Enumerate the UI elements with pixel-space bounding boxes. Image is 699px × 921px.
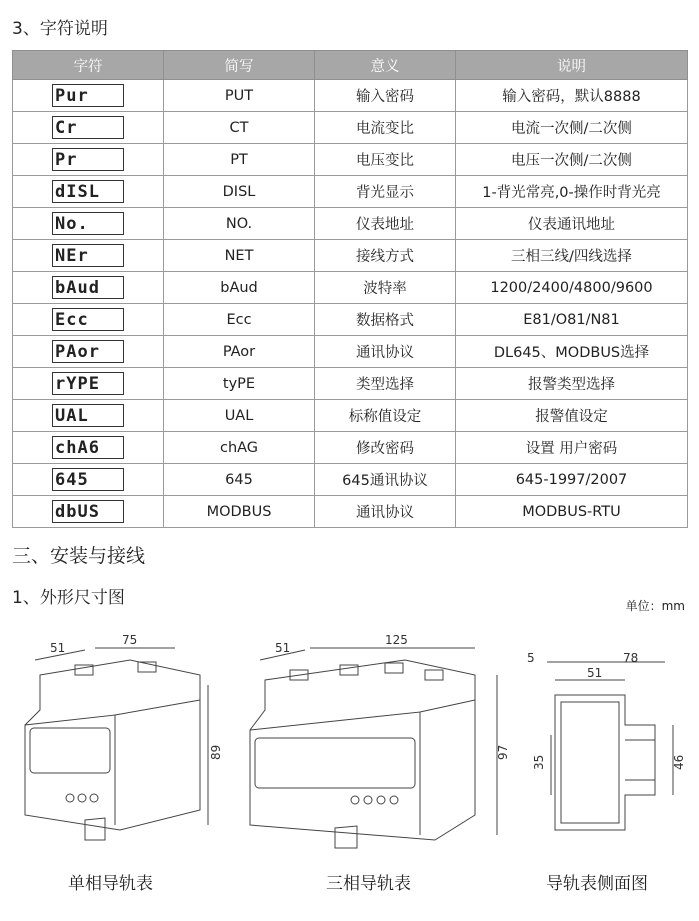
abbr-cell: bAud <box>164 272 315 304</box>
table-row <box>13 144 688 176</box>
lcd-text: Cr <box>55 117 78 138</box>
side-view-drawing <box>525 630 695 860</box>
lcd-cell <box>13 368 164 400</box>
desc-cell: 电压一次侧/二次侧 <box>456 144 688 176</box>
abbr-cell: NO. <box>164 208 315 240</box>
table-row <box>13 112 688 144</box>
dim-51: 51 <box>275 641 291 655</box>
lcd-text: chA6 <box>55 437 100 458</box>
lcd-cell <box>13 464 164 496</box>
desc-cell: MODBUS-RTU <box>456 496 688 528</box>
unit-label: 单位：mm <box>625 599 685 613</box>
dimension-subtitle: 1、外形尺寸图 <box>12 588 125 608</box>
meaning-cell: 类型选择 <box>315 368 456 400</box>
desc-cell: 三相三线/四线选择 <box>456 240 688 272</box>
caption-single-phase: 单相导轨表 <box>68 874 153 894</box>
meaning-cell: 修改密码 <box>315 432 456 464</box>
lcd-text: NEr <box>55 245 89 266</box>
desc-cell: DL645、MODBUS选择 <box>456 336 688 368</box>
abbr-cell: NET <box>164 240 315 272</box>
lcd-text: dbUS <box>55 501 100 522</box>
lcd-glyph <box>52 212 124 235</box>
lcd-cell <box>13 112 164 144</box>
three-phase-meter-drawing <box>235 630 520 860</box>
abbr-cell: 645 <box>164 464 315 496</box>
lcd-text: rYPE <box>55 373 100 394</box>
single-phase-meter-drawing <box>10 630 230 860</box>
lcd-glyph <box>52 436 124 459</box>
abbr-cell: PUT <box>164 80 315 112</box>
dim-78: 78 <box>623 651 639 665</box>
meaning-cell: 电压变比 <box>315 144 456 176</box>
table-row <box>13 208 688 240</box>
lcd-text: UAL <box>55 405 89 426</box>
lcd-cell <box>13 304 164 336</box>
desc-cell: 1200/2400/4800/9600 <box>456 272 688 304</box>
lcd-cell <box>13 272 164 304</box>
lcd-cell <box>13 80 164 112</box>
lcd-glyph <box>52 180 124 203</box>
lcd-glyph <box>52 276 124 299</box>
meaning-cell: 波特率 <box>315 272 456 304</box>
table-row <box>13 496 688 528</box>
abbr-cell: MODBUS <box>164 496 315 528</box>
desc-cell: 仪表通讯地址 <box>456 208 688 240</box>
table-row <box>13 240 688 272</box>
meaning-cell: 通讯协议 <box>315 336 456 368</box>
lcd-cell <box>13 208 164 240</box>
lcd-text: Ecc <box>55 309 89 330</box>
lcd-glyph <box>52 372 124 395</box>
desc-cell: E81/O81/N81 <box>456 304 688 336</box>
desc-cell: 设置 用户密码 <box>456 432 688 464</box>
section-3-title: 3、字符说明 <box>12 19 108 39</box>
lcd-cell <box>13 336 164 368</box>
dim-125: 125 <box>385 633 408 647</box>
lcd-text: Pr <box>55 149 78 170</box>
table-row <box>13 80 688 112</box>
table-row <box>13 176 688 208</box>
lcd-text: 645 <box>55 469 89 490</box>
abbr-cell: CT <box>164 112 315 144</box>
dim-46: 46 <box>672 754 686 770</box>
desc-cell: 报警类型选择 <box>456 368 688 400</box>
dim-75: 75 <box>122 633 138 647</box>
col-header-char: 字符 <box>13 51 164 80</box>
lcd-glyph <box>52 468 124 491</box>
lcd-cell <box>13 400 164 432</box>
lcd-glyph <box>52 244 124 267</box>
lcd-text: No. <box>55 213 89 234</box>
abbr-cell: PT <box>164 144 315 176</box>
meaning-cell: 接线方式 <box>315 240 456 272</box>
meaning-cell: 电流变比 <box>315 112 456 144</box>
desc-cell: 1-背光常亮,0-操作时背光亮 <box>456 176 688 208</box>
meaning-cell: 输入密码 <box>315 80 456 112</box>
meaning-cell: 645通讯协议 <box>315 464 456 496</box>
caption-side-view: 导轨表侧面图 <box>546 874 648 894</box>
lcd-text: dISL <box>55 181 100 202</box>
abbr-cell: UAL <box>164 400 315 432</box>
abbr-cell: DISL <box>164 176 315 208</box>
table-row <box>13 272 688 304</box>
lcd-glyph <box>52 404 124 427</box>
table-body <box>13 80 688 528</box>
lcd-cell <box>13 176 164 208</box>
lcd-glyph <box>52 308 124 331</box>
lcd-text: PAor <box>55 341 100 362</box>
meaning-cell: 标称值设定 <box>315 400 456 432</box>
lcd-glyph <box>52 340 124 363</box>
caption-three-phase: 三相导轨表 <box>326 874 411 894</box>
table-row <box>13 464 688 496</box>
table-row <box>13 400 688 432</box>
lcd-glyph <box>52 500 124 523</box>
desc-cell: 报警值设定 <box>456 400 688 432</box>
lcd-text: bAud <box>55 277 100 298</box>
desc-cell: 输入密码，默认8888 <box>456 80 688 112</box>
lcd-cell <box>13 432 164 464</box>
dim-51: 51 <box>50 641 66 655</box>
table-row <box>13 336 688 368</box>
dim-5: 5 <box>527 651 535 665</box>
lcd-cell <box>13 240 164 272</box>
lcd-glyph <box>52 116 124 139</box>
dim-51: 51 <box>587 666 603 680</box>
abbr-cell: PAor <box>164 336 315 368</box>
character-table <box>12 50 688 528</box>
abbr-cell: chAG <box>164 432 315 464</box>
lcd-glyph <box>52 148 124 171</box>
lcd-cell <box>13 144 164 176</box>
table-header-row <box>13 51 688 80</box>
col-header-desc: 说明 <box>456 51 688 80</box>
meaning-cell: 仪表地址 <box>315 208 456 240</box>
dim-89: 89 <box>209 744 223 760</box>
table-row <box>13 368 688 400</box>
desc-cell: 645-1997/2007 <box>456 464 688 496</box>
col-header-abbr: 简写 <box>164 51 315 80</box>
abbr-cell: tyPE <box>164 368 315 400</box>
table-row <box>13 432 688 464</box>
section-install-title: 三、安装与接线 <box>12 545 146 567</box>
dim-35: 35 <box>532 754 546 770</box>
lcd-cell <box>13 496 164 528</box>
meaning-cell: 背光显示 <box>315 176 456 208</box>
col-header-meaning: 意义 <box>315 51 456 80</box>
lcd-glyph <box>52 84 124 107</box>
meaning-cell: 通讯协议 <box>315 496 456 528</box>
abbr-cell: Ecc <box>164 304 315 336</box>
desc-cell: 电流一次侧/二次侧 <box>456 112 688 144</box>
table-row <box>13 304 688 336</box>
lcd-text: Pur <box>55 85 89 106</box>
meaning-cell: 数据格式 <box>315 304 456 336</box>
dim-97: 97 <box>496 744 510 760</box>
